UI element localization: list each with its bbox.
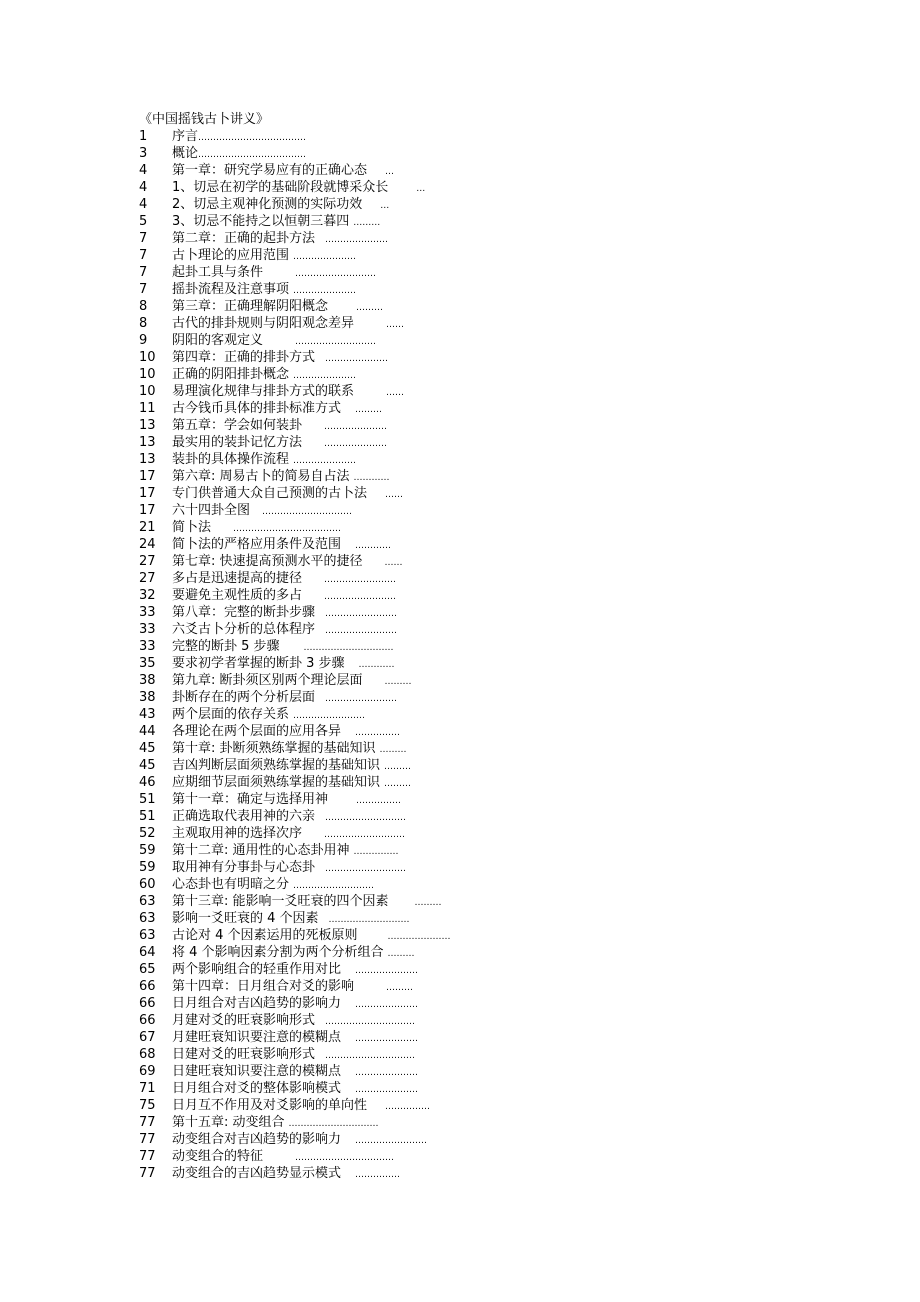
toc-page-number: 10: [139, 367, 156, 382]
toc-entry: [139, 1046, 499, 1063]
toc-entry: [139, 655, 499, 672]
toc-entry-title: 日月组合对吉凶趋势的影响力: [172, 996, 342, 1011]
toc-page-number: 65: [139, 962, 156, 977]
toc-entry: [139, 604, 499, 621]
toc-entry-title: 摇卦流程及注意事项: [172, 282, 290, 297]
toc-entry-title: 装卦的具体操作流程: [172, 452, 290, 467]
toc-page-number: 33: [139, 622, 156, 637]
toc-entry-title: 动变组合对吉凶趋势的影响力: [172, 1132, 342, 1147]
toc-page-number: 11: [139, 401, 156, 416]
toc-entry: [139, 519, 499, 536]
toc-page-number: 71: [139, 1081, 156, 1096]
toc-page-number: 35: [139, 656, 156, 671]
toc-entry: [139, 621, 499, 638]
toc-page-number: 67: [139, 1030, 156, 1045]
toc-entry-title: 心态卦也有明暗之分: [172, 877, 290, 892]
toc-entry-title: 阴阳的客观定义: [172, 333, 264, 348]
toc-page-number: 33: [139, 605, 156, 620]
toc-entry-title: 六十四卦全图: [172, 503, 251, 518]
toc-dot-leader: …………………………: [325, 1017, 416, 1027]
toc-entry: [139, 162, 499, 179]
toc-dot-leader: ………………………: [324, 830, 406, 840]
toc-dot-leader: ……………………: [355, 1136, 428, 1146]
toc-page-number: 3: [139, 146, 148, 161]
toc-entry: [139, 961, 499, 978]
toc-dot-leader: ………………………………: [198, 133, 307, 143]
toc-entry-title: 序言: [172, 129, 199, 144]
toc-entry-title: 月建旺衰知识要注意的模糊点: [172, 1030, 342, 1045]
toc-entry-title: 日建对爻的旺衰影响形式: [172, 1047, 316, 1062]
toc-dot-leader: ……………………: [324, 592, 397, 602]
toc-entry-title: 影响一爻旺衰的 4 个因素: [172, 911, 319, 926]
toc-entry-title: 第七章: 快速提高预测水平的捷径: [172, 554, 363, 569]
toc-dot-leader: ………………………………: [198, 150, 307, 160]
toc-dot-leader: ………: [353, 218, 381, 228]
toc-entry: [139, 944, 499, 961]
toc-entry-title: 完整的断卦 5 步骤: [172, 639, 280, 654]
toc-dot-leader: …………………: [387, 932, 451, 942]
toc-entry: [139, 434, 499, 451]
toc-dot-leader: …………………: [355, 1068, 419, 1078]
toc-entry: [139, 298, 499, 315]
toc-entry-title: 第十二章: 通用性的心态卦用神: [172, 843, 350, 858]
toc-entry: [139, 315, 499, 332]
toc-entry-title: 主观取用神的选择次序: [172, 826, 303, 841]
toc-page-number: 43: [139, 707, 156, 722]
toc-entry: [139, 536, 499, 553]
toc-entry-title: 正确的阴阳排卦概念: [172, 367, 290, 382]
toc-entry: [139, 842, 499, 859]
toc-entry-title: 第十四章：日月组合对爻的影响: [172, 979, 355, 994]
toc-dot-leader: ……………: [355, 1170, 401, 1180]
toc-entry: [139, 740, 499, 757]
toc-dot-leader: ……………………: [325, 626, 398, 636]
toc-page-number: 10: [139, 350, 156, 365]
toc-entry: [139, 859, 499, 876]
toc-entry-title: 古论对 4 个因素运用的死板原则: [172, 928, 358, 943]
toc-entry: [139, 1080, 499, 1097]
toc-page-number: 4: [139, 163, 148, 178]
toc-entry: [139, 400, 499, 417]
document-title: 《中国摇钱古卜讲义》: [139, 112, 270, 127]
toc-entry-title: 日月互不作用及对爻影响的单向性: [172, 1098, 368, 1113]
toc-entry-title: 古代的排卦规则与阴阳观念差异: [172, 316, 355, 331]
toc-entry: [139, 876, 499, 893]
toc-entry: [139, 1148, 499, 1165]
toc-entry: [139, 366, 499, 383]
toc-entry-title: 吉凶判断层面须熟练掌握的基础知识: [172, 758, 381, 773]
toc-dot-leader: ……………………: [325, 694, 398, 704]
toc-entry: [139, 825, 499, 842]
toc-entry-title: 起卦工具与条件: [172, 265, 264, 280]
toc-dot-leader: ………………………: [325, 864, 407, 874]
toc-dot-leader: ………………………: [295, 269, 377, 279]
toc-dot-leader: ………………………: [293, 881, 375, 891]
toc-dot-leader: ………: [379, 745, 407, 755]
toc-dot-leader: …………………………: [262, 507, 353, 517]
toc-page-number: 38: [139, 690, 156, 705]
toc-page-number: 46: [139, 775, 156, 790]
toc-page-number: 77: [139, 1132, 156, 1147]
toc-entry: [139, 1029, 499, 1046]
toc-dot-leader: …………: [355, 541, 392, 551]
toc-entry: [139, 128, 499, 145]
toc-entry-title: 第三章：正确理解阴阳概念: [172, 299, 329, 314]
toc-dot-leader: …………………: [293, 252, 357, 262]
toc-entry: [139, 587, 499, 604]
toc-entry: [139, 502, 499, 519]
toc-page-number: 44: [139, 724, 156, 739]
toc-dot-leader: …………………: [355, 1034, 419, 1044]
toc-page-number: 1: [139, 129, 148, 144]
toc-page-number: 27: [139, 571, 156, 586]
toc-dot-leader: ……………………: [324, 575, 397, 585]
toc-entry: [139, 774, 499, 791]
toc-entry-title: 第九章: 断卦须区别两个理论层面: [172, 673, 363, 688]
toc-entry-title: 简卜法的严格应用条件及范围: [172, 537, 342, 552]
toc-entry-title: 第五章：学会如何装卦: [172, 418, 303, 433]
toc-page-number: 4: [139, 197, 148, 212]
toc-entry: [139, 196, 499, 213]
toc-page-number: 8: [139, 299, 148, 314]
toc-page-number: 33: [139, 639, 156, 654]
toc-entry-title: 1、切忌在初学的基础阶段就博采众长: [172, 180, 389, 195]
toc-entry-title: 取用神有分事卦与心态卦: [172, 860, 316, 875]
toc-page-number: 45: [139, 741, 156, 756]
toc-page-number: 51: [139, 809, 156, 824]
toc-page-number: 8: [139, 316, 148, 331]
toc-dot-leader: ……: [385, 490, 404, 500]
toc-dot-leader: ………………………: [295, 337, 377, 347]
toc-dot-leader: ……………: [355, 728, 401, 738]
toc-page-number: 38: [139, 673, 156, 688]
toc-dot-leader: ………………………: [328, 915, 410, 925]
toc-entry-title: 各理论在两个层面的应用各异: [172, 724, 342, 739]
toc-entry-title: 专门供普通大众自己预测的古卜法: [172, 486, 368, 501]
toc-dot-leader: …: [385, 167, 395, 177]
toc-entry-title: 要求初学者掌握的断卦 3 步骤: [172, 656, 345, 671]
toc-entry-title: 两个影响组合的轻重作用对比: [172, 962, 342, 977]
toc-entry-title: 2、切忌主观神化预测的实际功效: [172, 197, 363, 212]
toc-entry: [139, 468, 499, 485]
toc-entry: [139, 383, 499, 400]
toc-page-number: 17: [139, 486, 156, 501]
toc-dot-leader: ………: [384, 779, 412, 789]
toc-page-number: 64: [139, 945, 156, 960]
toc-dot-leader: ……………………………: [295, 1153, 395, 1163]
toc-dot-leader: …………………: [324, 439, 388, 449]
toc-dot-leader: …………………: [293, 371, 357, 381]
toc-entry: [139, 247, 499, 264]
table-of-contents: [139, 128, 499, 1182]
toc-entry-title: 最实用的装卦记忆方法: [172, 435, 303, 450]
toc-entry-title: 多占是迅速提高的捷径: [172, 571, 303, 586]
toc-dot-leader: ………: [356, 303, 384, 313]
toc-dot-leader: ………………………………: [233, 524, 342, 534]
toc-entry: [139, 808, 499, 825]
toc-entry-title: 易理演化规律与排卦方式的联系: [172, 384, 355, 399]
toc-entry: [139, 1012, 499, 1029]
toc-entry: [139, 995, 499, 1012]
toc-entry-title: 第二章：正确的起卦方法: [172, 231, 316, 246]
toc-entry-title: 要避免主观性质的多占: [172, 588, 303, 603]
toc-dot-leader: …………………: [355, 966, 419, 976]
toc-entry: [139, 179, 499, 196]
toc-dot-leader: …: [380, 201, 390, 211]
toc-dot-leader: …………: [358, 660, 395, 670]
toc-entry: [139, 553, 499, 570]
toc-dot-leader: ………: [414, 898, 442, 908]
toc-entry-title: 第十五章: 动变组合: [172, 1115, 285, 1130]
toc-page-number: 10: [139, 384, 156, 399]
toc-entry-title: 正确选取代表用神的六亲: [172, 809, 316, 824]
toc-entry: [139, 927, 499, 944]
toc-entry: [139, 451, 499, 468]
toc-entry-title: 将 4 个影响因素分割为两个分析组合: [172, 945, 384, 960]
toc-entry: [139, 1097, 499, 1114]
toc-dot-leader: ……: [384, 558, 403, 568]
toc-dot-leader: …………………: [325, 354, 389, 364]
toc-entry: [139, 672, 499, 689]
toc-entry-title: 第四章：正确的排卦方式: [172, 350, 316, 365]
toc-page-number: 7: [139, 265, 148, 280]
toc-entry-title: 3、切忌不能持之以恒朝三暮四: [172, 214, 350, 229]
toc-dot-leader: ………………………: [325, 813, 407, 823]
toc-entry-title: 第十三章: 能影响一爻旺衰的四个因素: [172, 894, 389, 909]
toc-entry: [139, 230, 499, 247]
toc-page-number: 60: [139, 877, 156, 892]
toc-page-number: 77: [139, 1115, 156, 1130]
toc-dot-leader: …………………: [355, 1085, 419, 1095]
toc-entry: [139, 757, 499, 774]
toc-entry-title: 六爻古卜分析的总体程序: [172, 622, 316, 637]
toc-dot-leader: ……………: [353, 847, 399, 857]
toc-entry: [139, 638, 499, 655]
toc-entry: [139, 264, 499, 281]
toc-entry: [139, 485, 499, 502]
toc-entry: [139, 978, 499, 995]
toc-entry-title: 第八章：完整的断卦步骤: [172, 605, 316, 620]
toc-page-number: 77: [139, 1149, 156, 1164]
toc-entry-title: 第六章: 周易古卜的简易自占法: [172, 469, 350, 484]
toc-dot-leader: ……………………: [293, 711, 366, 721]
toc-page-number: 59: [139, 860, 156, 875]
toc-page-number: 9: [139, 333, 148, 348]
toc-page-number: 66: [139, 996, 156, 1011]
toc-page-number: 63: [139, 911, 156, 926]
toc-entry-title: 日月组合对爻的整体影响模式: [172, 1081, 342, 1096]
toc-entry-title: 第一章：研究学易应有的正确心态: [172, 163, 368, 178]
toc-entry: [139, 910, 499, 927]
toc-page-number: 17: [139, 469, 156, 484]
toc-entry: [139, 706, 499, 723]
toc-entry-title: 动变组合的吉凶趋势显示模式: [172, 1166, 342, 1181]
toc-page-number: 24: [139, 537, 156, 552]
toc-entry-title: 古今钱币具体的排卦标准方式: [172, 401, 342, 416]
toc-entry-title: 概论: [172, 146, 199, 161]
toc-dot-leader: …………………………: [288, 1119, 379, 1129]
toc-dot-leader: …………………: [293, 286, 357, 296]
toc-entry: [139, 570, 499, 587]
toc-dot-leader: …………………: [324, 422, 388, 432]
toc-dot-leader: …………………: [293, 456, 357, 466]
toc-entry: [139, 1165, 499, 1182]
toc-page-number: 69: [139, 1064, 156, 1079]
toc-page-number: 77: [139, 1166, 156, 1181]
toc-page-number: 7: [139, 248, 148, 263]
toc-dot-leader: ………: [384, 677, 412, 687]
toc-dot-leader: …………………: [355, 1000, 419, 1010]
toc-page-number: 4: [139, 180, 148, 195]
toc-dot-leader: ………: [387, 949, 415, 959]
toc-page-number: 59: [139, 843, 156, 858]
toc-dot-leader: ………: [355, 405, 383, 415]
toc-page-number: 32: [139, 588, 156, 603]
toc-dot-leader: …: [416, 184, 426, 194]
toc-dot-leader: ………: [384, 762, 412, 772]
toc-page-number: 66: [139, 979, 156, 994]
toc-entry: [139, 213, 499, 230]
toc-dot-leader: …………: [353, 473, 390, 483]
toc-entry-title: 两个层面的依存关系: [172, 707, 290, 722]
toc-entry-title: 月建对爻的旺衰影响形式: [172, 1013, 316, 1028]
toc-entry-title: 应期细节层面须熟练掌握的基础知识: [172, 775, 381, 790]
toc-entry: [139, 1114, 499, 1131]
toc-page-number: 63: [139, 894, 156, 909]
toc-entry: [139, 349, 499, 366]
toc-page-number: 21: [139, 520, 156, 535]
toc-page-number: 27: [139, 554, 156, 569]
toc-entry: [139, 893, 499, 910]
toc-entry: [139, 417, 499, 434]
toc-page-number: 75: [139, 1098, 156, 1113]
toc-dot-leader: …………………………: [303, 643, 394, 653]
toc-entry: [139, 791, 499, 808]
toc-page-number: 7: [139, 231, 148, 246]
toc-entry-title: 动变组合的特征: [172, 1149, 264, 1164]
toc-page-number: 63: [139, 928, 156, 943]
toc-dot-leader: ……………………: [325, 609, 398, 619]
toc-entry-title: 古卜理论的应用范围: [172, 248, 290, 263]
toc-page-number: 13: [139, 435, 156, 450]
toc-dot-leader: …………………: [325, 235, 389, 245]
toc-entry-title: 日建旺衰知识要注意的模糊点: [172, 1064, 342, 1079]
toc-dot-leader: ……: [386, 388, 405, 398]
toc-entry: [139, 1063, 499, 1080]
toc-page-number: 17: [139, 503, 156, 518]
toc-dot-leader: ………: [386, 983, 414, 993]
toc-entry: [139, 723, 499, 740]
toc-entry: [139, 145, 499, 162]
toc-entry-title: 卦断存在的两个分析层面: [172, 690, 316, 705]
toc-entry: [139, 281, 499, 298]
toc-entry-title: 第十一章：确定与选择用神: [172, 792, 329, 807]
toc-page-number: 66: [139, 1013, 156, 1028]
toc-entry: [139, 332, 499, 349]
toc-entry-title: 简卜法: [172, 520, 212, 535]
toc-entry: [139, 1131, 499, 1148]
toc-entry: [139, 689, 499, 706]
toc-dot-leader: ……………: [385, 1102, 431, 1112]
toc-page-number: 13: [139, 452, 156, 467]
toc-page-number: 52: [139, 826, 156, 841]
toc-dot-leader: …………………………: [325, 1051, 416, 1061]
toc-page-number: 45: [139, 758, 156, 773]
toc-dot-leader: ……: [386, 320, 405, 330]
toc-entry-title: 第十章: 卦断须熟练掌握的基础知识: [172, 741, 376, 756]
toc-page-number: 5: [139, 214, 148, 229]
toc-page-number: 51: [139, 792, 156, 807]
toc-page-number: 13: [139, 418, 156, 433]
toc-page-number: 7: [139, 282, 148, 297]
toc-page-number: 68: [139, 1047, 156, 1062]
toc-dot-leader: ……………: [356, 796, 402, 806]
